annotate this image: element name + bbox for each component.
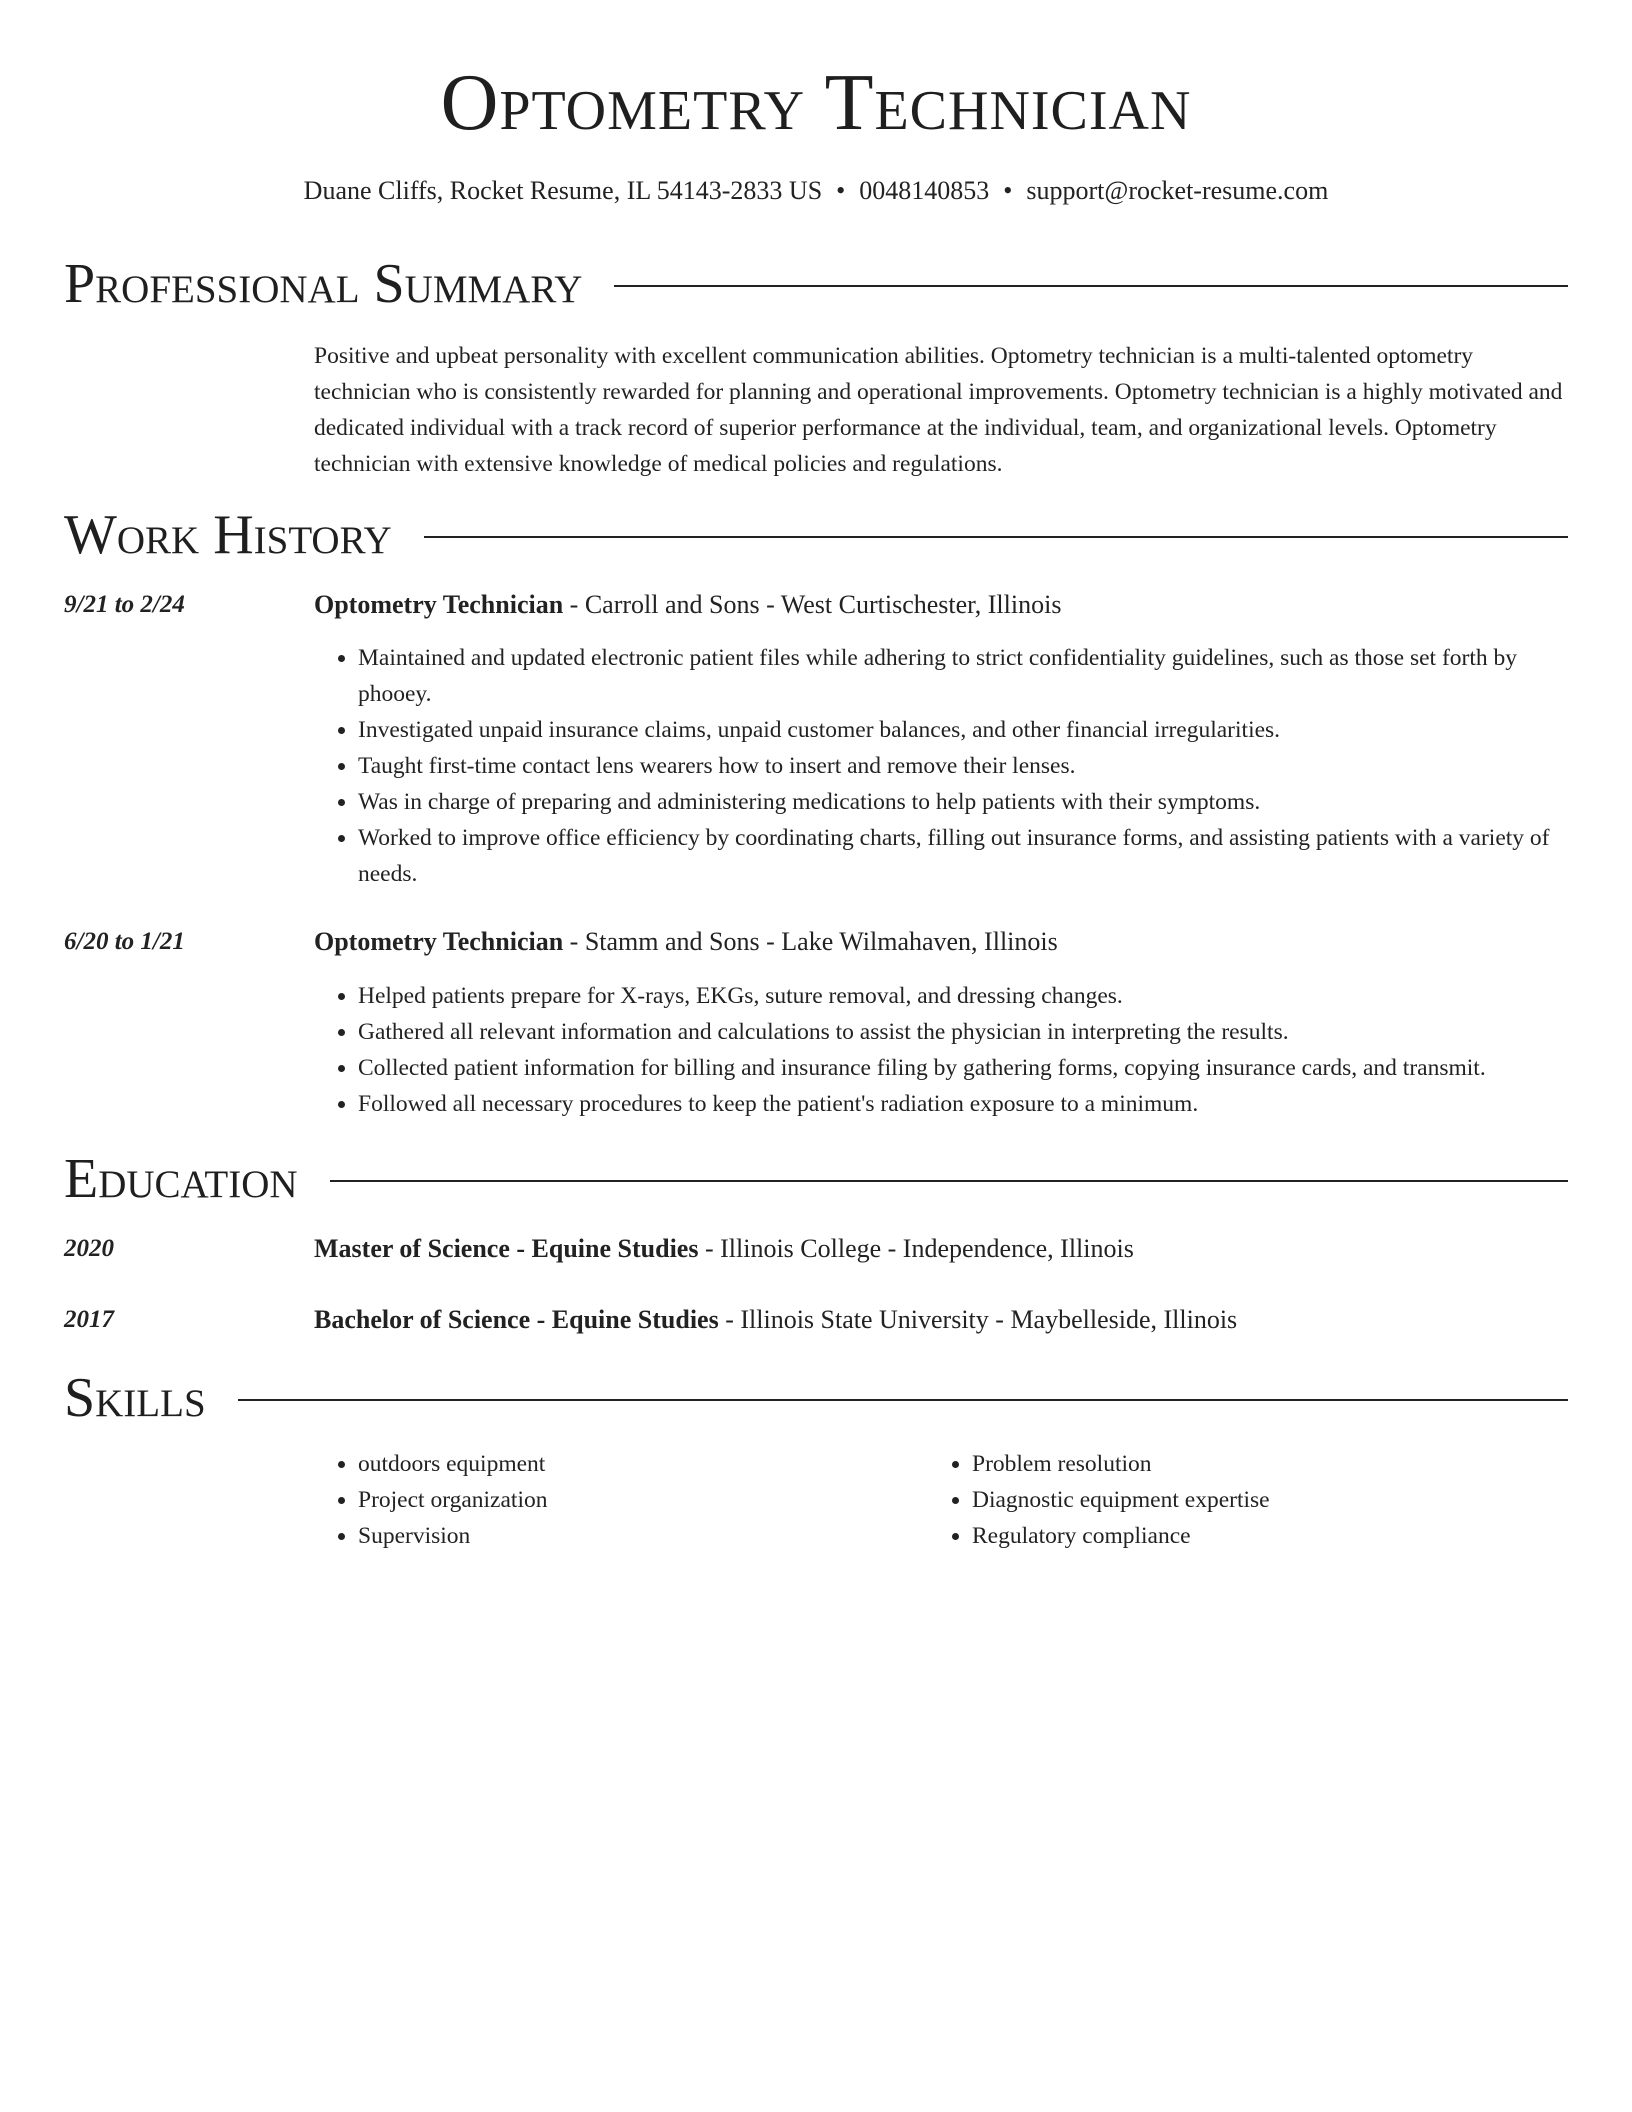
section-divider: [238, 1399, 1568, 1401]
skill-item: • Regulatory compliance: [972, 1518, 1568, 1554]
job-bullets: [314, 640, 1568, 892]
education-heading-label: Education: [64, 1148, 298, 1210]
skills-section-heading: [64, 1366, 1568, 1430]
skills-list-right: [928, 1446, 1568, 1554]
skill-item: • Problem resolution: [972, 1446, 1568, 1482]
summary-text: Positive and upbeat personality with excellent communication abilities. Optometry technician is a multi-talented optometry technician who is consistently rewarded for planning and operational improvements. Optometry technician is a highly motivated and dedicated individual with a track record of superior performance at the individual, team, and organizational levels. Optometry technician with extensive knowledge of medical policies and regulations.: [314, 343, 1563, 477]
skills-heading-label: Skills: [64, 1367, 206, 1429]
education-degree: Master of Science - Equine Studies: [314, 1234, 699, 1263]
education-year: 2020: [64, 1235, 114, 1262]
education-entry: [314, 1231, 1568, 1267]
contact-separator: •: [836, 176, 846, 205]
summary-section-heading: [64, 252, 1568, 316]
section-divider: [614, 285, 1568, 287]
job-dates: 9/21 to 2/24: [64, 591, 185, 618]
skill-item: • Project organization: [358, 1482, 914, 1518]
job-bullet: • Gathered all relevant information and calculations to assist the physician in interpreting the results.: [358, 1014, 1568, 1050]
education-details: - Illinois College - Independence, Illinois: [698, 1234, 1134, 1263]
education-entry: [314, 1302, 1568, 1338]
job-title: Optometry Technician: [314, 927, 564, 956]
skills-list-left: [314, 1446, 914, 1554]
contact-line: [0, 174, 1632, 208]
contact-email: support@rocket-resume.com: [1026, 176, 1329, 205]
education-degree: Bachelor of Science - Equine Studies: [314, 1305, 719, 1334]
contact-phone: 0048140853: [859, 176, 990, 205]
job-bullet: • Worked to improve office efficiency by coordinating charts, filling out insurance forms, and assisting patients with a variety of needs.: [358, 820, 1568, 892]
work-section-heading: [64, 503, 1568, 567]
job-bullet: • Collected patient information for billing and insurance filing by gathering forms, copying insurance cards, and transmit.: [358, 1050, 1568, 1086]
work-heading-label: Work History: [64, 504, 392, 566]
contact-separator: •: [1003, 176, 1013, 205]
section-divider: [330, 1180, 1568, 1182]
job-dates: 6/20 to 1/21: [64, 928, 185, 955]
contact-address: Duane Cliffs, Rocket Resume, IL 54143-2833 US: [303, 176, 823, 205]
job-bullet: • Followed all necessary procedures to keep the patient's radiation exposure to a minimum.: [358, 1086, 1568, 1122]
education-year: 2017: [64, 1306, 114, 1333]
job-bullets: [314, 978, 1568, 1122]
job-heading: [314, 587, 1568, 623]
education-section-heading: [64, 1147, 1568, 1211]
job-heading: [314, 924, 1568, 960]
job-bullet: • Was in charge of preparing and administering medications to help patients with their symptoms.: [358, 784, 1568, 820]
resume-title: Optometry Technician: [440, 59, 1192, 147]
summary-heading-label: Professional Summary: [64, 253, 583, 315]
job-details: - Carroll and Sons - West Curtischester, Illinois: [563, 590, 1062, 619]
job-bullet: • Taught first-time contact lens wearers how to insert and remove their lenses.: [358, 748, 1568, 784]
skill-item: • Diagnostic equipment expertise: [972, 1482, 1568, 1518]
skill-item: • Supervision: [358, 1518, 914, 1554]
job-bullet: • Maintained and updated electronic patient files while adhering to strict confidentiality guidelines, such as those set forth by phooey.: [358, 640, 1568, 712]
section-divider: [424, 536, 1568, 538]
job-bullet: • Investigated unpaid insurance claims, unpaid customer balances, and other financial irregularities.: [358, 712, 1568, 748]
job-bullet: • Helped patients prepare for X-rays, EKGs, suture removal, and dressing changes.: [358, 978, 1568, 1014]
job-title: Optometry Technician: [314, 590, 564, 619]
education-details: - Illinois State University - Maybelleside, Illinois: [718, 1305, 1238, 1334]
job-details: - Stamm and Sons - Lake Wilmahaven, Illinois: [563, 927, 1058, 956]
skill-item: • outdoors equipment: [358, 1446, 914, 1482]
